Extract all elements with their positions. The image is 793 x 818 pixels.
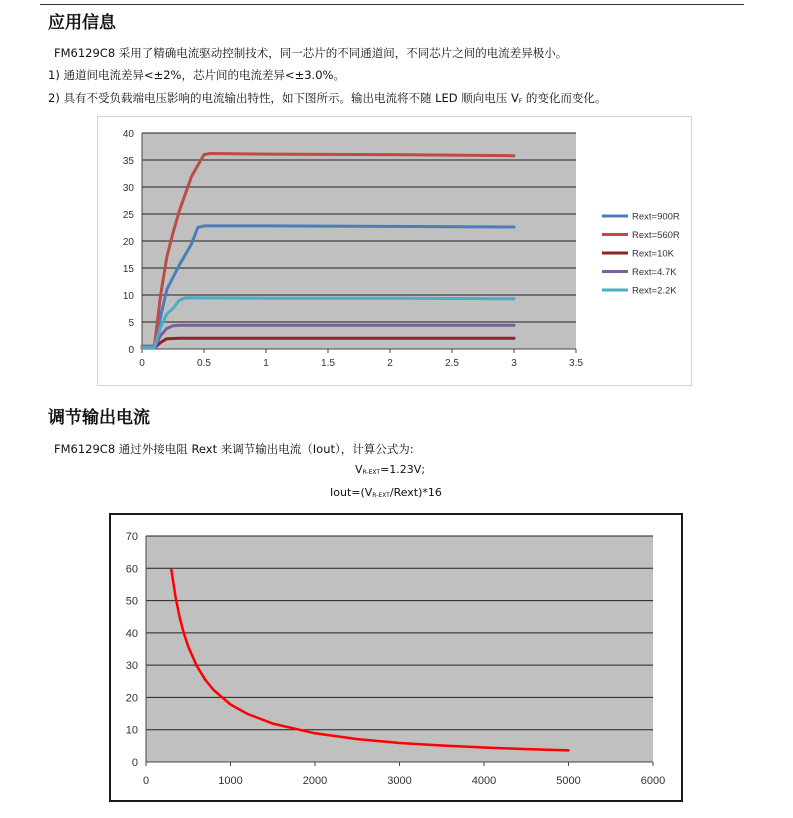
y-tick-label: 15 bbox=[122, 264, 134, 275]
chart-iout-vs-rext-frame bbox=[109, 513, 683, 802]
x-tick-label: 0.5 bbox=[197, 358, 211, 369]
legend-label: Rext=560R bbox=[632, 230, 680, 241]
x-tick-label: 3 bbox=[511, 358, 517, 369]
legend-label: Rext=2.2K bbox=[632, 285, 677, 297]
chart-iout-vs-rext bbox=[111, 515, 681, 800]
formula-iout: Iout=(VR-EXT/Rext)*16 bbox=[330, 486, 442, 499]
y-tick-label: 5 bbox=[128, 318, 134, 329]
y-tick-label: 30 bbox=[122, 183, 134, 194]
legend-label: Rext=4.7K bbox=[632, 267, 677, 278]
x-tick-label: 0 bbox=[139, 358, 145, 369]
header-rule bbox=[40, 4, 744, 5]
x-tick-label: 1.5 bbox=[321, 358, 335, 369]
y-tick-label: 30 bbox=[125, 660, 138, 673]
x-tick-label: 1 bbox=[263, 358, 269, 369]
y-tick-label: 70 bbox=[125, 531, 138, 543]
chart-current-vs-voltage-frame bbox=[97, 116, 692, 386]
x-tick-label: 1000 bbox=[218, 775, 243, 787]
paragraph-intro: FM6129C8 采用了精确电流驱动控制技术，同一芯片的不同通道间，不同芯片之间的电流差异极小。 bbox=[54, 46, 568, 60]
y-tick-label: 40 bbox=[125, 627, 138, 640]
subscript-f: F bbox=[518, 98, 523, 105]
y-tick-label: 40 bbox=[122, 129, 134, 140]
legend-label: Rext=10K bbox=[632, 248, 674, 260]
y-tick-label: 10 bbox=[125, 724, 138, 737]
x-tick-label: 4000 bbox=[471, 775, 497, 787]
y-tick-label: 35 bbox=[122, 156, 134, 167]
x-tick-label: 3000 bbox=[387, 775, 412, 787]
y-tick-label: 60 bbox=[125, 563, 138, 576]
paragraph-formula-intro: FM6129C8 通过外接电阻 Rext 来调节输出电流（Iout），计算公式为: bbox=[54, 442, 414, 456]
formula-vrext: VR-EXT=1.23V; bbox=[355, 463, 426, 476]
list-item-2: 2) 具有不受负载端电压影响的电流输出特性，如下图所示。输出电流将不随 LED 顺向电压 VF 的变化而变化。 bbox=[48, 91, 607, 105]
x-tick-label: 3.5 bbox=[569, 358, 583, 369]
plot-area bbox=[146, 536, 653, 762]
y-tick-label: 50 bbox=[125, 595, 138, 608]
y-tick-label: 0 bbox=[128, 345, 134, 356]
y-tick-label: 10 bbox=[122, 291, 134, 302]
section-title-application-info: 应用信息 bbox=[48, 13, 116, 33]
x-tick-label: 2000 bbox=[302, 775, 328, 787]
x-tick-label: 6000 bbox=[640, 775, 666, 787]
section-title-adjust-current: 调节输出电流 bbox=[48, 408, 150, 428]
chart-current-vs-voltage bbox=[98, 117, 691, 385]
x-tick-label: 5000 bbox=[556, 775, 581, 787]
x-tick-label: 0 bbox=[142, 775, 150, 787]
y-tick-label: 20 bbox=[122, 237, 134, 248]
y-tick-label: 20 bbox=[125, 692, 138, 705]
legend-label: Rext=900R bbox=[632, 211, 680, 223]
y-tick-label: 25 bbox=[122, 210, 134, 221]
list-item-1: 1) 通道间电流差异<±2%，芯片间的电流差异<±3.0%。 bbox=[48, 68, 345, 82]
x-tick-label: 2.5 bbox=[445, 358, 459, 369]
y-tick-label: 0 bbox=[131, 757, 138, 769]
x-tick-label: 2 bbox=[387, 358, 393, 369]
